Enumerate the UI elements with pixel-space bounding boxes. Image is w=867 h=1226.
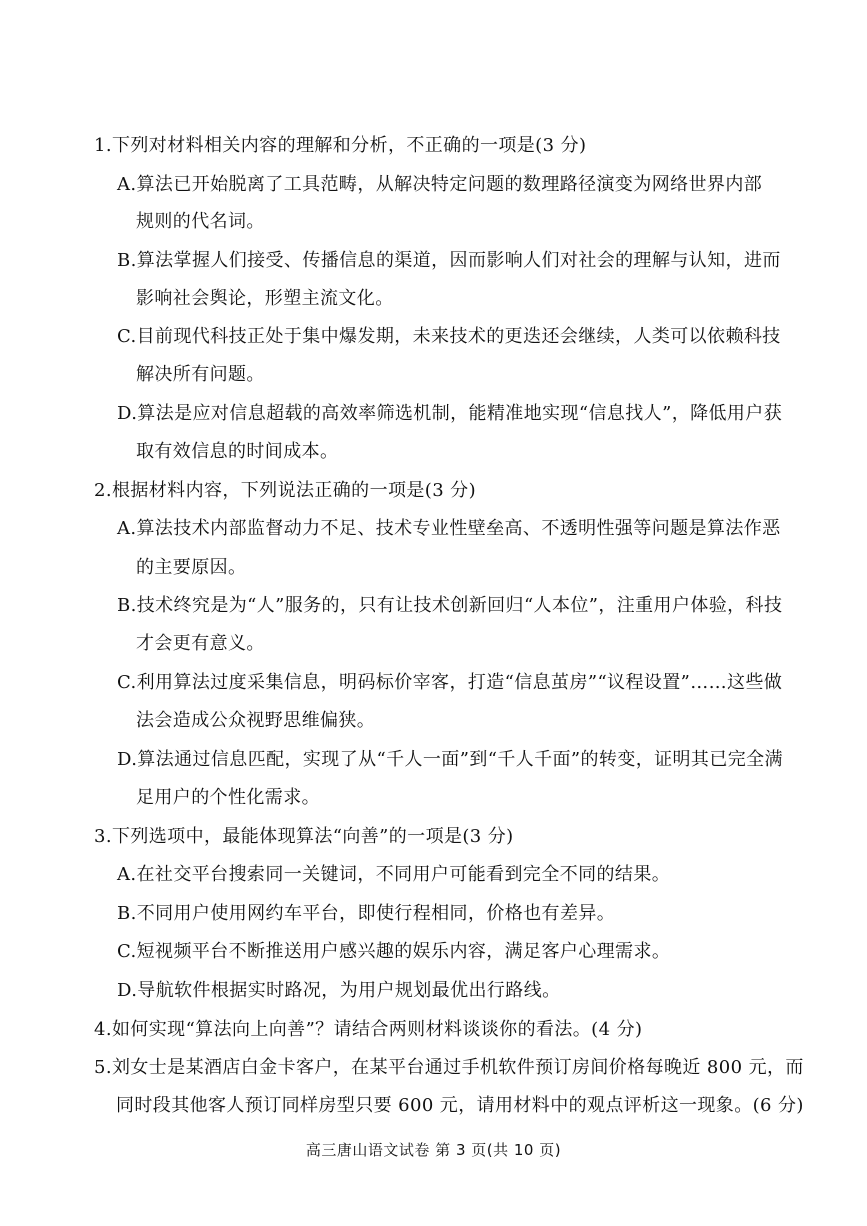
question-1-option-c: C.目前现代科技正处于集中爆发期，未来技术的更迭还会继续，人类可以依赖科技 (117, 326, 781, 347)
question-1-option-d: D.算法是应对信息超载的高效率筛选机制，能精准地实现“信息找人”，降低用户获 (117, 403, 783, 424)
question-2-option-b-continued: 才会更有意义。 (136, 633, 265, 654)
question-3-stem: 3.下列选项中，最能体现算法“向善”的一项是(3 分) (94, 826, 514, 847)
question-5-stem: 5.刘女士是某酒店白金卡客户，在某平台通过手机软件预订房间价格每晚近 800 元，而 (94, 1057, 804, 1078)
question-2-option-c: C.利用算法过度采集信息，明码标价宰客，打造“信息茧房”“议程设置”……这些做 (117, 672, 783, 693)
question-2-stem: 2.根据材料内容，下列说法正确的一项是(3 分) (94, 480, 476, 501)
question-5-stem-continued: 同时段其他客人预订同样房型只要 600 元，请用材料中的观点评析这一现象。(6 分) (116, 1095, 804, 1116)
question-2-option-a-continued: 的主要原因。 (136, 557, 247, 578)
question-3-option-d: D.导航软件根据实时路况，为用户规划最优出行路线。 (117, 980, 561, 1001)
question-1-option-c-continued: 解决所有问题。 (136, 364, 265, 385)
question-2-option-c-continued: 法会造成公众视野思维偏狭。 (136, 710, 376, 731)
question-3-option-a: A.在社交平台搜索同一关键词，不同用户可能看到完全不同的结果。 (117, 864, 671, 885)
page-footer: 高三唐山语文试卷 第 3 页(共 10 页) (305, 1141, 562, 1159)
question-2-option-d: D.算法通过信息匹配，实现了从“千人一面”到“千人千面”的转变，证明其已完全满 (117, 749, 783, 770)
question-3-option-b: B.不同用户使用网约车平台，即使行程相同，价格也有差异。 (117, 903, 616, 924)
question-2-option-b: B.技术终究是为“人”服务的，只有让技术创新回归“人本位”，注重用户体验，科技 (117, 595, 783, 616)
question-1-stem: 1.下列对材料相关内容的理解和分析，不正确的一项是(3 分) (94, 135, 587, 156)
question-1-option-a-continued: 规则的代名词。 (136, 211, 265, 232)
question-1-option-b: B.算法掌握人们接受、传播信息的渠道，因而影响人们对社会的理解与认知，进而 (117, 250, 781, 271)
question-1-option-b-continued: 影响社会舆论，形塑主流文化。 (136, 288, 394, 309)
question-2-option-d-continued: 足用户的个性化需求。 (136, 787, 320, 808)
question-1-option-a: A.算法已开始脱离了工具范畴，从解决特定问题的数理路径演变为网络世界内部 (117, 174, 763, 195)
question-3-option-c: C.短视频平台不断推送用户感兴趣的娱乐内容，满足客户心理需求。 (117, 941, 671, 962)
question-4-stem: 4.如何实现“算法向上向善”？请结合两则材料谈谈你的看法。(4 分) (94, 1019, 643, 1040)
question-1-option-d-continued: 取有效信息的时间成本。 (136, 441, 339, 462)
question-2-option-a: A.算法技术内部监督动力不足、技术专业性壁垒高、不透明性强等问题是算法作恶 (117, 518, 781, 539)
